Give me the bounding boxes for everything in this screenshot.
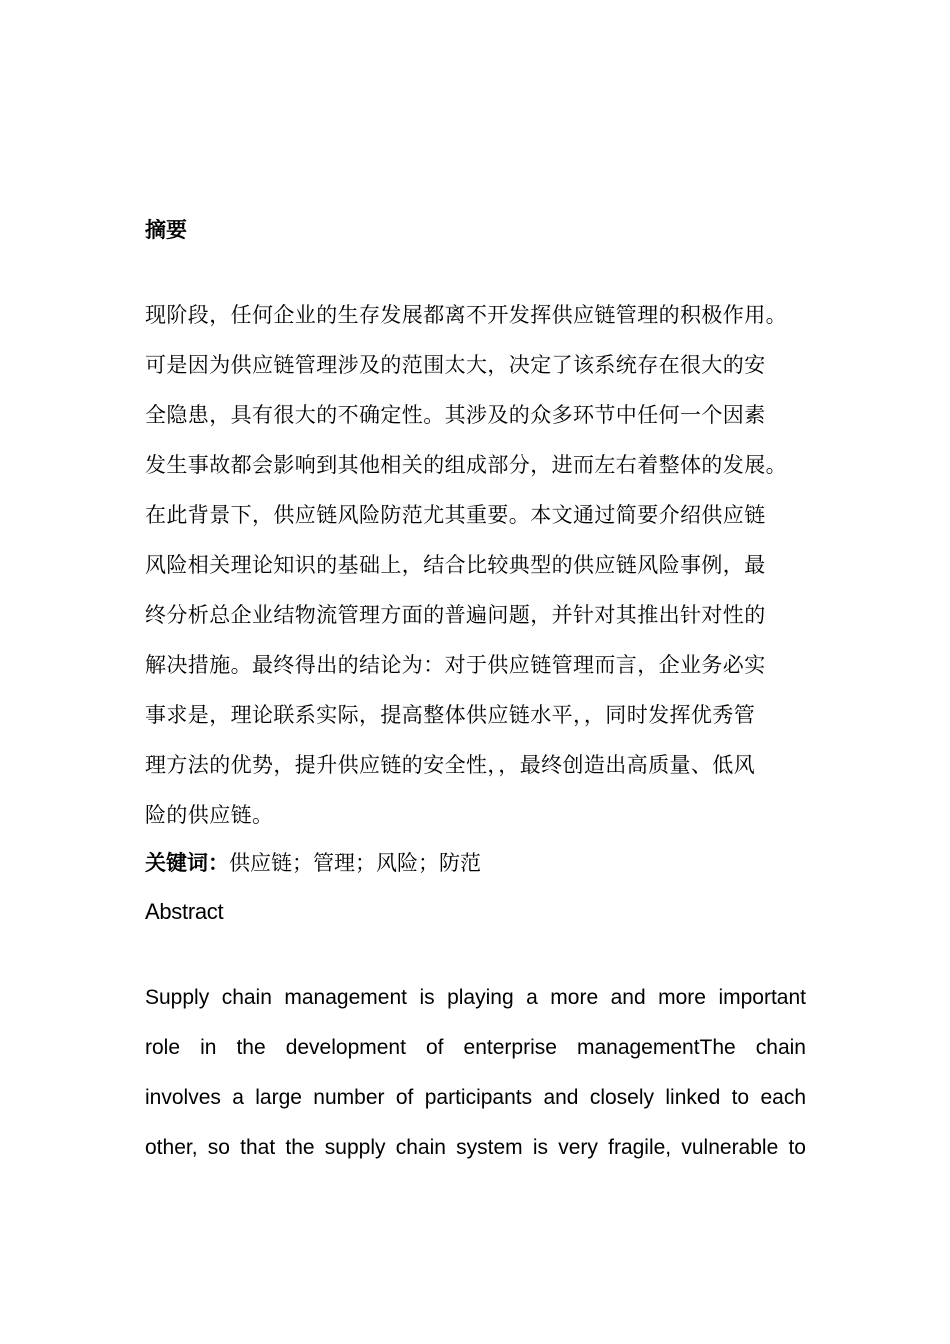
chinese-abstract-line: 理方法的优势，提升供应链的安全性，，最终创造出高质量、低风 xyxy=(145,753,756,777)
keywords-label: 关键词： xyxy=(145,851,229,875)
chinese-abstract-line: 险的供应链。 xyxy=(145,803,274,827)
chinese-abstract-line: 解决措施。最终得出的结论为：对于供应链管理而言，企业务必实 xyxy=(145,653,766,677)
english-abstract-line: Supply chain management is playing a more and more important xyxy=(145,986,806,1009)
english-abstract-line: involves a large number of participants and closely linked to each xyxy=(145,1086,806,1109)
english-abstract-heading: Abstract xyxy=(145,899,224,924)
keywords-line xyxy=(145,845,481,881)
chinese-abstract-body xyxy=(145,297,815,847)
chinese-abstract-line: 在此背景下，供应链风险防范尤其重要。本文通过简要介绍供应链 xyxy=(145,503,766,527)
english-abstract-line: role in the development of enterprise managementThe chain xyxy=(145,1036,806,1059)
chinese-abstract-line: 风险相关理论知识的基础上，结合比较典型的供应链风险事例，最 xyxy=(145,553,766,577)
chinese-abstract-line: 全隐患，具有很大的不确定性。其涉及的众多环节中任何一个因素 xyxy=(145,403,766,427)
chinese-abstract-line: 事求是，理论联系实际，提高整体供应链水平，，同时发挥优秀管 xyxy=(145,703,756,727)
chinese-abstract-line: 发生事故都会影响到其他相关的组成部分，进而左右着整体的发展。 xyxy=(145,453,787,477)
chinese-abstract-heading: 摘要 xyxy=(145,218,187,242)
keywords-values: 供应链；管理；风险；防范 xyxy=(229,851,481,875)
chinese-abstract-line: 可是因为供应链管理涉及的范围太大，决定了该系统存在很大的安 xyxy=(145,353,766,377)
chinese-abstract-line: 终分析总企业结物流管理方面的普遍问题，并针对其推出针对性的 xyxy=(145,603,766,627)
english-abstract-body xyxy=(145,980,806,1180)
chinese-abstract-line: 现阶段，任何企业的生存发展都离不开发挥供应链管理的积极作用。 xyxy=(145,303,787,327)
english-abstract-line: other, so that the supply chain system is very fragile, vulnerable to xyxy=(145,1136,806,1159)
